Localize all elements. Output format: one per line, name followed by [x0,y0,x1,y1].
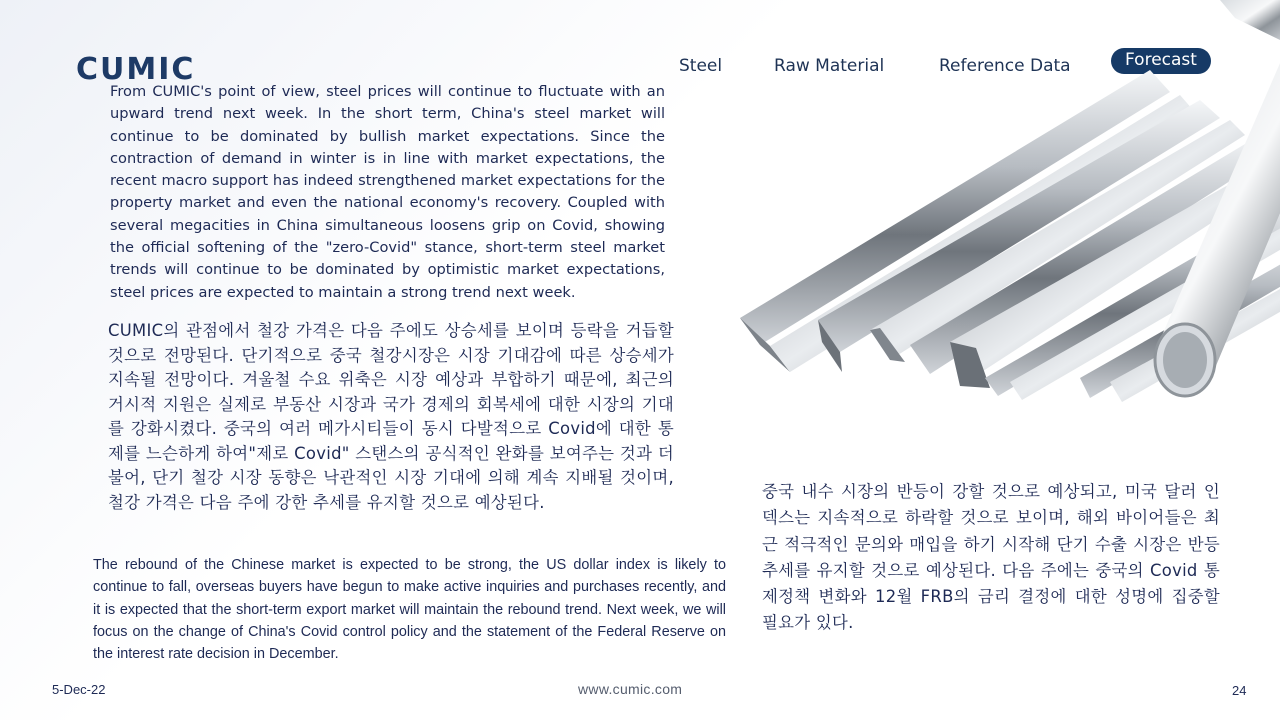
forecast-korean-paragraph: CUMIC의 관점에서 철강 가격은 다음 주에도 상승세를 보이며 등락을 거듭할 것으로 전망된다. 단기적으로 중국 철강시장은 시장 기대감에 따른 상승세가 지속될 전망이다. 겨울철 수요 위축은 시장 예상과 부합하기 때문에, 최근의 거시적 지원은 실제로 부동산 시장과 국가 경제의 회복세에 대한 시장의 기대를 강화시켰다. 중국의 여러 메가시티들이 동시 다발적으로 Covid에 대한 통제를 느슨하게 하여"제로 Covid" 스탠스의 공식적인 완화를 보여주는 것과 더불어, 단기 철강 시장 동향은 낙관적인 시장 기대에 의해 계속 지배될 것이며, 철강 가격은 다음 주에 강한 추세를 유지할 것으로 예상된다. [108,321,674,512]
forecast-english-paragraph: From CUMIC's point of view, steel prices will continue to fluctuate with an upward trend next week. In the short term, China's steel market will continue to be dominated by bullish market expectations. Since the contraction of demand in winter is in line with market expectations, the recent macro support has indeed strengthened market expectations for the property market and even the national economy's recovery. Coupled with several megacities in China simultaneous loosens grip on Covid, showing the official softening of the "zero-Covid" stance, short-term steel market trends will continue to be dominated by optimistic market expectations, steel prices are expected to maintain a strong trend next week. [110,83,665,301]
cumic-logo: CUMIC [76,52,196,87]
steel-profiles-image [730,0,1280,420]
export-korean-paragraph: 중국 내수 시장의 반등이 강할 것으로 예상되고, 미국 달러 인덱스는 지속적으로 하락할 것으로 보이며, 해외 바이어들은 최근 적극적인 문의와 매입을 하기 시작해 단기 수출 시장은 반등 추세를 유지할 것으로 예상된다. 다음 주에는 중국의 Covid 통제정책 변화와 12월 FRB의 금리 결정에 대한 성명에 집중할 필요가 있다. [762,482,1220,633]
nav-item-steel[interactable]: Steel [679,56,723,76]
nav-item-raw-material[interactable]: Raw Material [774,56,885,76]
nav-item-forecast[interactable]: Forecast [1111,48,1211,74]
footer-website-link[interactable]: www.cumic.com [578,681,683,697]
nav-item-reference-data[interactable]: Reference Data [939,56,1071,76]
footer-date: 5-Dec-22 [52,682,106,697]
export-english-paragraph: The rebound of the Chinese market is expected to be strong, the US dollar index is likely to continue to fall, overseas buyers have begun to make active inquiries and purchases recently, and it is expected that the short-term export market will maintain the rebound trend. Next week, we will focus on the change of China's Covid control policy and the statement of the Federal Reserve on the interest rate decision in December. [93,557,726,663]
footer-page-number: 24 [1232,683,1247,698]
